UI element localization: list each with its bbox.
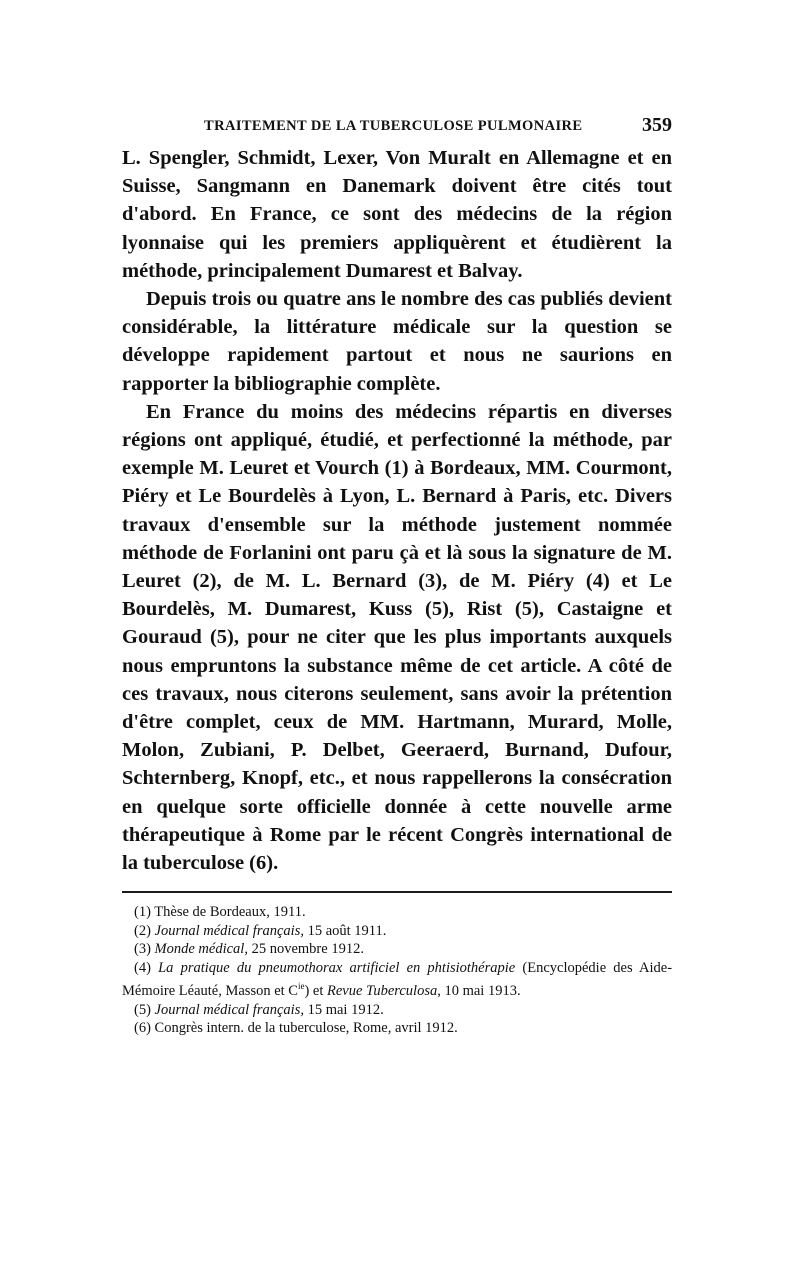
footnote-text: (Encyclopédie des Aide-Mémoire Léauté, Masson et C	[122, 959, 673, 1000]
footnote-number: (6)	[134, 1020, 151, 1037]
body-text	[122, 144, 672, 877]
footnote-text: 15 août 1911.	[307, 922, 387, 939]
footnote-superscript: ie	[297, 981, 305, 992]
footnote-number: (2)	[134, 922, 151, 939]
footnote-4	[122, 959, 672, 1001]
footnote-source: Journal médical français,	[154, 922, 304, 939]
page-number: 359	[642, 114, 672, 136]
footnote-text: Thèse de Bordeaux, 1911.	[154, 904, 306, 921]
footnote-5	[122, 1001, 672, 1020]
footnote-source: Journal médical français,	[154, 1001, 304, 1018]
paragraph: Depuis trois ou quatre ans le nombre des cas publiés devient considérable, la littérature médicale sur la question se développe rapidement partout et nous ne saurions en rapporter la bibliographie complète.	[122, 288, 672, 395]
footnote-source: Monde médical,	[154, 941, 248, 958]
footnote-source: La pratique du pneumothorax artificiel en phtisiothérapie	[158, 959, 516, 976]
running-title: TRAITEMENT DE LA TUBERCULOSE PULMONAIRE	[204, 118, 583, 134]
footnote-1	[122, 903, 672, 922]
book-page	[122, 110, 672, 1038]
footnote-number: (1)	[134, 904, 151, 921]
paragraph: En France du moins des médecins répartis en diverses régions ont appliqué, étudié, et perfectionné la méthode, par exemple M. Leuret et Vourch (1) à Bordeaux, MM. Courmont, Piéry et Le Bourdelès à Lyon, L. Bernard à Paris, etc. Divers travaux d'ensemble sur la méthode justement nommée méthode de Forlanini ont paru çà et là sous la signature de M. Leuret (2), de M. L. Bernard (3), de M. Piéry (4) et Le Bourdelès, M. Dumarest, Kuss (5), Rist (5), Castaigne et Gouraud (5), pour ne citer que les plus importants auxquels nous empruntons la substance même de cet article. A côté de ces travaux, nous citerons seulement, sans avoir la prétention d'être complet, ceux de MM. Hartmann, Murard, Molle, Molon, Zubiani, P. Delbet, Geeraerd, Burnand, Dufour, Schternberg, Knopf, etc., et nous rappellerons la consécration en quelque sorte officielle donnée à cette nouvelle arme thérapeutique à Rome par le récent Congrès international de la tuberculose (6).	[122, 400, 672, 875]
footnote-2	[122, 922, 672, 941]
footnotes	[122, 903, 672, 1037]
footnote-text: 10 mai 1913.	[444, 983, 521, 1000]
footnote-number: (5)	[134, 1001, 151, 1018]
paragraph: L. Spengler, Schmidt, Lexer, Von Muralt en Allemagne et en Suisse, Sangmann en Danemark doivent être cités tout d'abord. En France, ce sont des médecins de la région lyonnaise qui les premiers appliquèrent et étudièrent la méthode, principalement Dumarest et Balvay.	[122, 147, 672, 282]
footnote-divider	[122, 891, 672, 893]
footnote-6	[122, 1019, 672, 1038]
footnote-text: 25 novembre 1912.	[251, 941, 364, 958]
footnote-3	[122, 940, 672, 959]
footnote-text: 15 mai 1912.	[307, 1001, 384, 1018]
footnote-number: (3)	[134, 941, 151, 958]
footnote-text: Congrès intern. de la tuberculose, Rome, avril 1912.	[154, 1020, 458, 1037]
footnote-text: ) et	[304, 983, 324, 1000]
running-head	[122, 110, 672, 144]
footnote-source: Revue Tuberculosa,	[327, 983, 441, 1000]
footnote-number: (4)	[134, 959, 151, 976]
